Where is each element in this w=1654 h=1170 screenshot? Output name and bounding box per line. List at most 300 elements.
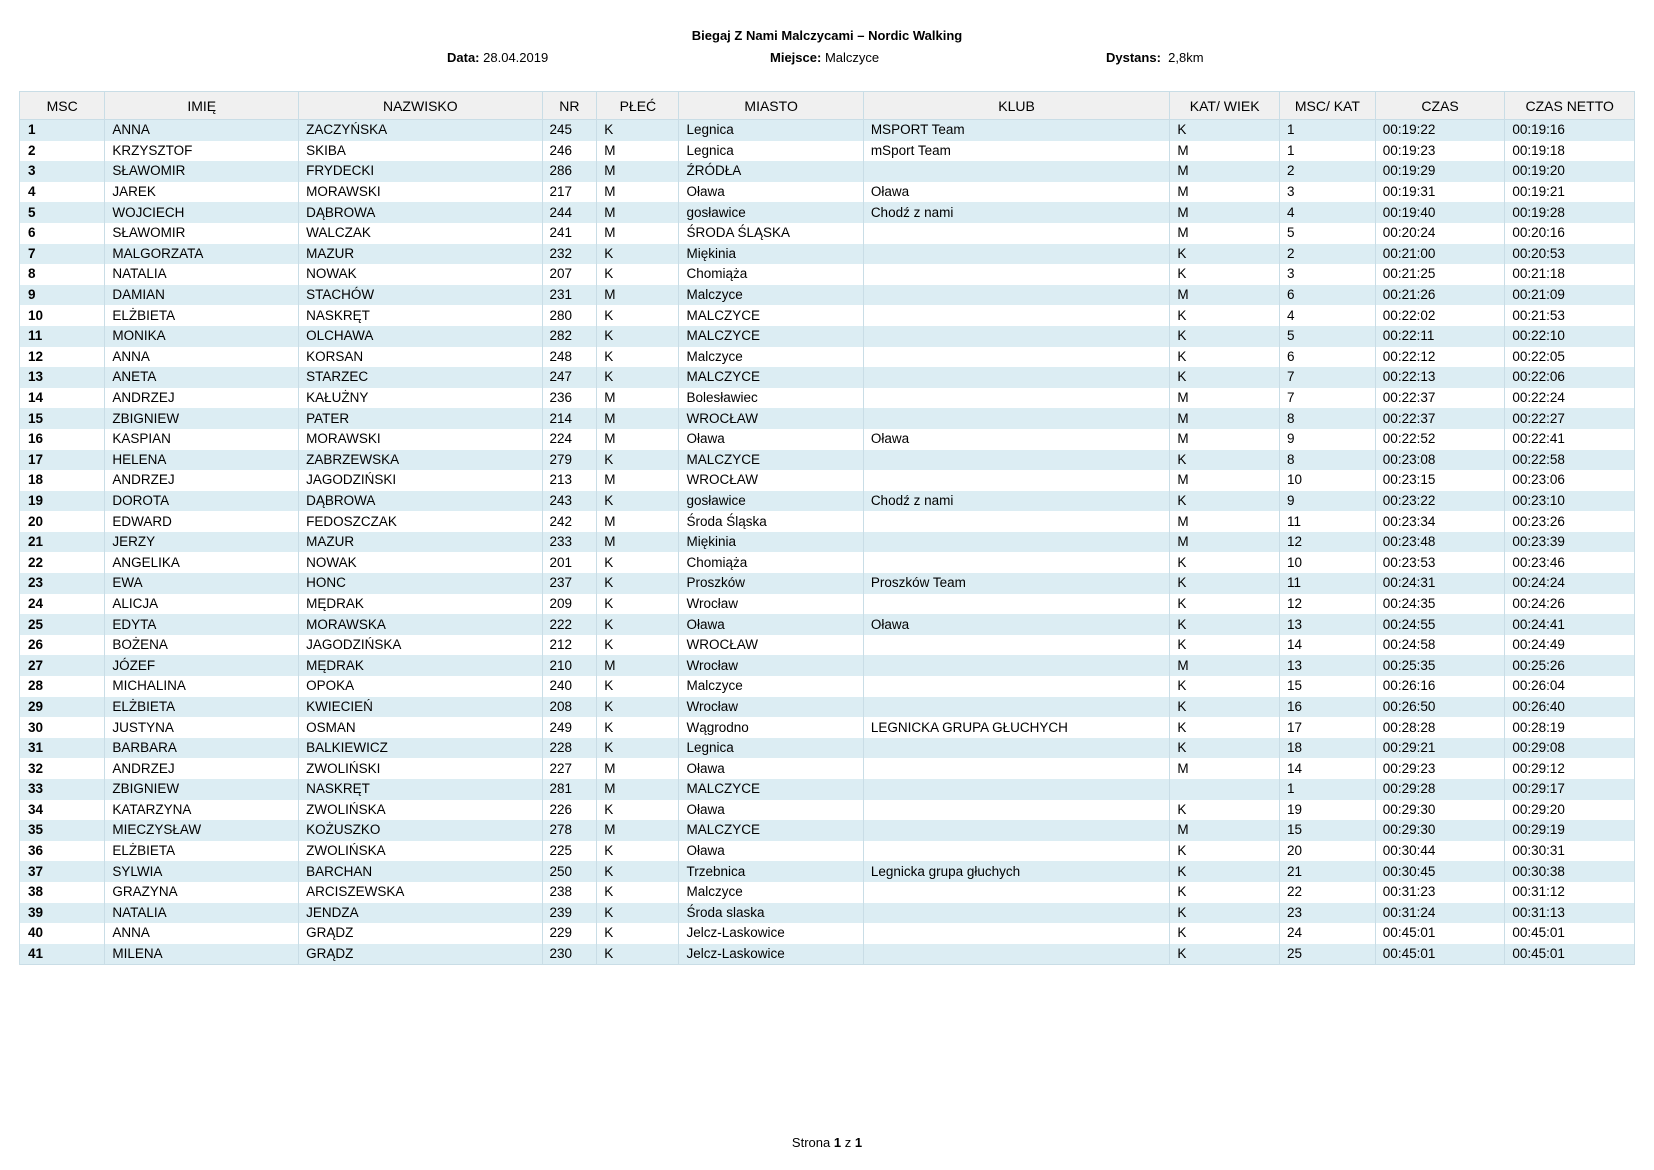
- cell-msc-kat: 2: [1279, 244, 1375, 265]
- cell-imie: ANDRZEJ: [105, 758, 299, 779]
- cell-plec: M: [597, 820, 679, 841]
- table-row: [20, 903, 1635, 924]
- cell-msc-kat: 1: [1279, 779, 1375, 800]
- date-value: 28.04.2019: [483, 50, 549, 65]
- cell-klub: Legnicka grupa głuchych: [863, 861, 1170, 882]
- cell-czas-netto: 00:29:12: [1505, 758, 1635, 779]
- cell-miasto: MALCZYCE: [679, 779, 863, 800]
- cell-imie: JUSTYNA: [105, 717, 299, 738]
- cell-nazwisko: FEDOSZCZAK: [299, 511, 542, 532]
- cell-msc-kat: 15: [1279, 820, 1375, 841]
- cell-czas: 00:22:37: [1375, 408, 1505, 429]
- cell-miasto: Bolesławiec: [679, 388, 863, 409]
- cell-imie: MIECZYSŁAW: [105, 820, 299, 841]
- cell-miasto: WROCŁAW: [679, 635, 863, 656]
- cell-kat-wiek: K: [1170, 697, 1280, 718]
- cell-czas: 00:29:28: [1375, 779, 1505, 800]
- cell-imie: ELŻBIETA: [105, 305, 299, 326]
- cell-plec: M: [597, 532, 679, 553]
- race-date: [447, 50, 548, 65]
- date-label: Data:: [447, 50, 480, 65]
- cell-miasto: Środa slaska: [679, 903, 863, 924]
- cell-miasto: Legnica: [679, 141, 863, 162]
- cell-czas: 00:23:53: [1375, 552, 1505, 573]
- cell-czas: 00:25:35: [1375, 655, 1505, 676]
- cell-miasto: Wrocław: [679, 697, 863, 718]
- cell-czas-netto: 00:22:58: [1505, 450, 1635, 471]
- cell-nazwisko: MORAWSKI: [299, 429, 542, 450]
- cell-czas: 00:30:45: [1375, 861, 1505, 882]
- cell-czas-netto: 00:26:40: [1505, 697, 1635, 718]
- cell-imie: ZBIGNIEW: [105, 779, 299, 800]
- cell-msc-kat: 12: [1279, 594, 1375, 615]
- cell-plec: M: [597, 511, 679, 532]
- cell-czas-netto: 00:20:16: [1505, 223, 1635, 244]
- cell-nr: 210: [542, 655, 597, 676]
- cell-nr: 222: [542, 614, 597, 635]
- place-label: Miejsce:: [770, 50, 822, 65]
- cell-nazwisko: NOWAK: [299, 552, 542, 573]
- cell-miasto: Oława: [679, 429, 863, 450]
- cell-nazwisko: MĘDRAK: [299, 655, 542, 676]
- cell-imie: EDWARD: [105, 511, 299, 532]
- cell-czas: 00:23:22: [1375, 491, 1505, 512]
- cell-msc-kat: 1: [1279, 141, 1375, 162]
- cell-klub: [863, 676, 1170, 697]
- cell-nr: 244: [542, 202, 597, 223]
- column-header-msc: MSC: [20, 92, 105, 120]
- cell-msc-kat: 4: [1279, 305, 1375, 326]
- cell-klub: [863, 758, 1170, 779]
- cell-czas: 00:19:23: [1375, 141, 1505, 162]
- cell-klub: [863, 347, 1170, 368]
- cell-msc-kat: 1: [1279, 120, 1375, 141]
- cell-klub: [863, 161, 1170, 182]
- cell-miasto: Malczyce: [679, 676, 863, 697]
- cell-klub: Oława: [863, 429, 1170, 450]
- cell-plec: M: [597, 223, 679, 244]
- table-row: [20, 161, 1635, 182]
- cell-kat-wiek: M: [1170, 141, 1280, 162]
- table-row: [20, 717, 1635, 738]
- distance-label: Dystans:: [1106, 50, 1161, 65]
- cell-miasto: WROCŁAW: [679, 470, 863, 491]
- cell-miasto: ŹRÓDŁA: [679, 161, 863, 182]
- cell-czas-netto: 00:23:39: [1505, 532, 1635, 553]
- cell-kat-wiek: M: [1170, 182, 1280, 203]
- results-table: [19, 91, 1635, 965]
- cell-msc: 4: [20, 182, 105, 203]
- cell-nazwisko: KORSAN: [299, 347, 542, 368]
- cell-czas-netto: 00:19:18: [1505, 141, 1635, 162]
- cell-msc: 25: [20, 614, 105, 635]
- column-header-czas: CZAS: [1375, 92, 1505, 120]
- cell-klub: [863, 800, 1170, 821]
- cell-nr: 214: [542, 408, 597, 429]
- cell-imie: MALGORZATA: [105, 244, 299, 265]
- cell-kat-wiek: K: [1170, 903, 1280, 924]
- cell-kat-wiek: M: [1170, 470, 1280, 491]
- cell-kat-wiek: K: [1170, 923, 1280, 944]
- cell-czas-netto: 00:21:53: [1505, 305, 1635, 326]
- cell-nr: 236: [542, 388, 597, 409]
- cell-nr: 224: [542, 429, 597, 450]
- cell-kat-wiek: K: [1170, 594, 1280, 615]
- cell-klub: [863, 882, 1170, 903]
- cell-kat-wiek: K: [1170, 347, 1280, 368]
- table-row: [20, 141, 1635, 162]
- results-body: [20, 120, 1635, 965]
- cell-czas: 00:21:26: [1375, 285, 1505, 306]
- cell-imie: BARBARA: [105, 738, 299, 759]
- cell-nazwisko: JAGODZIŃSKA: [299, 635, 542, 656]
- cell-nazwisko: PATER: [299, 408, 542, 429]
- cell-czas-netto: 00:24:49: [1505, 635, 1635, 656]
- cell-czas-netto: 00:19:21: [1505, 182, 1635, 203]
- cell-plec: K: [597, 614, 679, 635]
- cell-nr: 278: [542, 820, 597, 841]
- table-row: [20, 408, 1635, 429]
- cell-msc: 30: [20, 717, 105, 738]
- cell-czas: 00:22:02: [1375, 305, 1505, 326]
- table-row: [20, 347, 1635, 368]
- cell-plec: K: [597, 264, 679, 285]
- table-row: [20, 614, 1635, 635]
- race-place: [770, 50, 879, 65]
- cell-kat-wiek: K: [1170, 264, 1280, 285]
- cell-nazwisko: OPOKA: [299, 676, 542, 697]
- cell-imie: ANNA: [105, 923, 299, 944]
- cell-miasto: Chomiąża: [679, 552, 863, 573]
- cell-nazwisko: NOWAK: [299, 264, 542, 285]
- cell-kat-wiek: K: [1170, 861, 1280, 882]
- cell-nr: 228: [542, 738, 597, 759]
- cell-plec: M: [597, 141, 679, 162]
- cell-msc: 15: [20, 408, 105, 429]
- cell-czas: 00:24:55: [1375, 614, 1505, 635]
- cell-miasto: Oława: [679, 758, 863, 779]
- cell-czas: 00:22:37: [1375, 388, 1505, 409]
- cell-imie: HELENA: [105, 450, 299, 471]
- cell-imie: DAMIAN: [105, 285, 299, 306]
- cell-nazwisko: MAZUR: [299, 532, 542, 553]
- cell-czas-netto: 00:19:28: [1505, 202, 1635, 223]
- cell-nr: 227: [542, 758, 597, 779]
- cell-msc: 27: [20, 655, 105, 676]
- cell-msc-kat: 3: [1279, 182, 1375, 203]
- cell-msc-kat: 13: [1279, 655, 1375, 676]
- cell-czas-netto: 00:31:12: [1505, 882, 1635, 903]
- table-row: [20, 800, 1635, 821]
- cell-kat-wiek: K: [1170, 120, 1280, 141]
- cell-nr: 248: [542, 347, 597, 368]
- cell-miasto: ŚRODA ŚLĄSKA: [679, 223, 863, 244]
- cell-nazwisko: MAZUR: [299, 244, 542, 265]
- cell-kat-wiek: K: [1170, 573, 1280, 594]
- cell-klub: [863, 655, 1170, 676]
- cell-czas-netto: 00:29:08: [1505, 738, 1635, 759]
- cell-msc-kat: 7: [1279, 388, 1375, 409]
- cell-nazwisko: BARCHAN: [299, 861, 542, 882]
- cell-kat-wiek: K: [1170, 717, 1280, 738]
- cell-miasto: MALCZYCE: [679, 450, 863, 471]
- cell-plec: K: [597, 305, 679, 326]
- cell-nazwisko: ARCISZEWSKA: [299, 882, 542, 903]
- cell-msc: 37: [20, 861, 105, 882]
- cell-plec: M: [597, 285, 679, 306]
- cell-klub: mSport Team: [863, 141, 1170, 162]
- cell-msc-kat: 8: [1279, 408, 1375, 429]
- table-row: [20, 944, 1635, 965]
- cell-msc-kat: 14: [1279, 758, 1375, 779]
- cell-nazwisko: KWIECIEŃ: [299, 697, 542, 718]
- cell-czas: 00:45:01: [1375, 923, 1505, 944]
- distance-value: 2,8km: [1168, 50, 1204, 65]
- cell-plec: K: [597, 738, 679, 759]
- cell-msc: 10: [20, 305, 105, 326]
- cell-plec: K: [597, 923, 679, 944]
- cell-miasto: Oława: [679, 841, 863, 862]
- cell-czas: 00:22:13: [1375, 367, 1505, 388]
- cell-miasto: Wągrodno: [679, 717, 863, 738]
- column-header-nr: NR: [542, 92, 597, 120]
- cell-msc: 21: [20, 532, 105, 553]
- cell-miasto: Jelcz-Laskowice: [679, 923, 863, 944]
- cell-msc-kat: 16: [1279, 697, 1375, 718]
- cell-czas-netto: 00:20:53: [1505, 244, 1635, 265]
- cell-czas-netto: 00:30:38: [1505, 861, 1635, 882]
- cell-imie: ANDRZEJ: [105, 470, 299, 491]
- cell-plec: K: [597, 903, 679, 924]
- cell-czas-netto: 00:29:17: [1505, 779, 1635, 800]
- cell-kat-wiek: M: [1170, 202, 1280, 223]
- cell-imie: ANETA: [105, 367, 299, 388]
- cell-czas-netto: 00:22:06: [1505, 367, 1635, 388]
- cell-msc-kat: 10: [1279, 552, 1375, 573]
- cell-msc: 23: [20, 573, 105, 594]
- column-header-klub: KLUB: [863, 92, 1170, 120]
- column-header-miasto: MIASTO: [679, 92, 863, 120]
- cell-czas: 00:29:23: [1375, 758, 1505, 779]
- cell-czas-netto: 00:45:01: [1505, 923, 1635, 944]
- cell-imie: ZBIGNIEW: [105, 408, 299, 429]
- cell-plec: M: [597, 388, 679, 409]
- cell-miasto: Wrocław: [679, 655, 863, 676]
- cell-czas-netto: 00:24:26: [1505, 594, 1635, 615]
- cell-czas-netto: 00:45:01: [1505, 944, 1635, 965]
- cell-nr: 246: [542, 141, 597, 162]
- cell-nazwisko: DĄBROWA: [299, 202, 542, 223]
- cell-nazwisko: MĘDRAK: [299, 594, 542, 615]
- cell-imie: ANDRZEJ: [105, 388, 299, 409]
- cell-imie: JÓZEF: [105, 655, 299, 676]
- cell-czas: 00:23:15: [1375, 470, 1505, 491]
- cell-kat-wiek: K: [1170, 450, 1280, 471]
- page-word: Strona: [791, 1135, 831, 1150]
- cell-msc: 41: [20, 944, 105, 965]
- cell-miasto: Chomiąża: [679, 264, 863, 285]
- cell-msc: 31: [20, 738, 105, 759]
- column-header-imie: IMIĘ: [105, 92, 299, 120]
- column-header-czas-netto: CZAS NETTO: [1505, 92, 1635, 120]
- cell-imie: NATALIA: [105, 903, 299, 924]
- cell-klub: Proszków Team: [863, 573, 1170, 594]
- cell-czas: 00:26:50: [1375, 697, 1505, 718]
- page-current: 1: [833, 1135, 842, 1150]
- table-row: [20, 738, 1635, 759]
- cell-klub: [863, 923, 1170, 944]
- cell-czas-netto: 00:22:27: [1505, 408, 1635, 429]
- table-row: [20, 655, 1635, 676]
- cell-imie: BOŻENA: [105, 635, 299, 656]
- cell-nr: 238: [542, 882, 597, 903]
- cell-msc: 35: [20, 820, 105, 841]
- cell-nr: 217: [542, 182, 597, 203]
- cell-msc-kat: 2: [1279, 161, 1375, 182]
- cell-msc: 11: [20, 326, 105, 347]
- cell-kat-wiek: K: [1170, 491, 1280, 512]
- cell-czas: 00:30:44: [1375, 841, 1505, 862]
- cell-nr: 243: [542, 491, 597, 512]
- cell-miasto: gosławice: [679, 202, 863, 223]
- cell-msc: 24: [20, 594, 105, 615]
- cell-klub: [863, 738, 1170, 759]
- cell-nazwisko: ZWOLIŃSKA: [299, 841, 542, 862]
- table-row: [20, 326, 1635, 347]
- cell-imie: WOJCIECH: [105, 202, 299, 223]
- cell-msc-kat: 25: [1279, 944, 1375, 965]
- cell-msc: 6: [20, 223, 105, 244]
- table-row: [20, 697, 1635, 718]
- cell-czas-netto: 00:28:19: [1505, 717, 1635, 738]
- table-row: [20, 532, 1635, 553]
- cell-czas-netto: 00:31:13: [1505, 903, 1635, 924]
- table-row: [20, 758, 1635, 779]
- cell-czas-netto: 00:22:05: [1505, 347, 1635, 368]
- table-row: [20, 223, 1635, 244]
- cell-msc: 7: [20, 244, 105, 265]
- cell-klub: [863, 511, 1170, 532]
- cell-msc: 3: [20, 161, 105, 182]
- cell-nr: 242: [542, 511, 597, 532]
- table-row: [20, 861, 1635, 882]
- cell-czas-netto: 00:25:26: [1505, 655, 1635, 676]
- cell-nazwisko: ZACZYŃSKA: [299, 120, 542, 141]
- cell-nr: 280: [542, 305, 597, 326]
- cell-plec: M: [597, 779, 679, 800]
- cell-nr: 247: [542, 367, 597, 388]
- cell-miasto: Malczyce: [679, 347, 863, 368]
- cell-msc-kat: 18: [1279, 738, 1375, 759]
- table-row: [20, 120, 1635, 141]
- column-header-nazwisko: NAZWISKO: [299, 92, 542, 120]
- cell-kat-wiek: [1170, 779, 1280, 800]
- cell-czas: 00:24:35: [1375, 594, 1505, 615]
- cell-nr: 230: [542, 944, 597, 965]
- cell-msc-kat: 20: [1279, 841, 1375, 862]
- table-row: [20, 470, 1635, 491]
- cell-klub: [863, 841, 1170, 862]
- cell-kat-wiek: M: [1170, 820, 1280, 841]
- table-row: [20, 367, 1635, 388]
- cell-imie: DOROTA: [105, 491, 299, 512]
- cell-imie: NATALIA: [105, 264, 299, 285]
- cell-miasto: Wrocław: [679, 594, 863, 615]
- cell-plec: M: [597, 429, 679, 450]
- table-row: [20, 573, 1635, 594]
- cell-plec: M: [597, 758, 679, 779]
- cell-nr: 209: [542, 594, 597, 615]
- cell-plec: M: [597, 161, 679, 182]
- cell-msc-kat: 3: [1279, 264, 1375, 285]
- cell-miasto: Trzebnica: [679, 861, 863, 882]
- table-row: [20, 676, 1635, 697]
- cell-nazwisko: HONC: [299, 573, 542, 594]
- cell-nr: 240: [542, 676, 597, 697]
- cell-msc: 5: [20, 202, 105, 223]
- cell-czas: 00:23:08: [1375, 450, 1505, 471]
- table-row: [20, 450, 1635, 471]
- cell-nr: 245: [542, 120, 597, 141]
- cell-plec: K: [597, 717, 679, 738]
- table-row: [20, 202, 1635, 223]
- cell-kat-wiek: M: [1170, 408, 1280, 429]
- cell-czas-netto: 00:26:04: [1505, 676, 1635, 697]
- cell-klub: [863, 326, 1170, 347]
- cell-czas: 00:19:40: [1375, 202, 1505, 223]
- cell-msc: 14: [20, 388, 105, 409]
- cell-miasto: Legnica: [679, 738, 863, 759]
- cell-miasto: WROCŁAW: [679, 408, 863, 429]
- cell-klub: [863, 903, 1170, 924]
- cell-imie: MILENA: [105, 944, 299, 965]
- cell-imie: ANNA: [105, 347, 299, 368]
- cell-miasto: Legnica: [679, 120, 863, 141]
- cell-kat-wiek: M: [1170, 511, 1280, 532]
- cell-kat-wiek: K: [1170, 367, 1280, 388]
- cell-czas: 00:29:30: [1375, 800, 1505, 821]
- cell-nr: 232: [542, 244, 597, 265]
- cell-imie: JERZY: [105, 532, 299, 553]
- cell-msc: 22: [20, 552, 105, 573]
- cell-czas: 00:19:29: [1375, 161, 1505, 182]
- cell-plec: K: [597, 552, 679, 573]
- cell-czas: 00:22:11: [1375, 326, 1505, 347]
- cell-nazwisko: NASKRĘT: [299, 305, 542, 326]
- cell-msc-kat: 9: [1279, 429, 1375, 450]
- cell-czas-netto: 00:23:10: [1505, 491, 1635, 512]
- cell-nazwisko: NASKRĘT: [299, 779, 542, 800]
- cell-plec: K: [597, 326, 679, 347]
- cell-nazwisko: MORAWSKA: [299, 614, 542, 635]
- cell-msc: 34: [20, 800, 105, 821]
- cell-nazwisko: OLCHAWA: [299, 326, 542, 347]
- cell-plec: K: [597, 697, 679, 718]
- cell-nazwisko: GRĄDZ: [299, 944, 542, 965]
- cell-klub: [863, 532, 1170, 553]
- cell-klub: [863, 264, 1170, 285]
- cell-msc: 28: [20, 676, 105, 697]
- cell-klub: Oława: [863, 182, 1170, 203]
- cell-msc: 38: [20, 882, 105, 903]
- cell-msc: 33: [20, 779, 105, 800]
- cell-plec: M: [597, 202, 679, 223]
- cell-imie: GRAZYNA: [105, 882, 299, 903]
- cell-msc-kat: 11: [1279, 573, 1375, 594]
- cell-nr: 249: [542, 717, 597, 738]
- cell-nr: 213: [542, 470, 597, 491]
- cell-msc: 13: [20, 367, 105, 388]
